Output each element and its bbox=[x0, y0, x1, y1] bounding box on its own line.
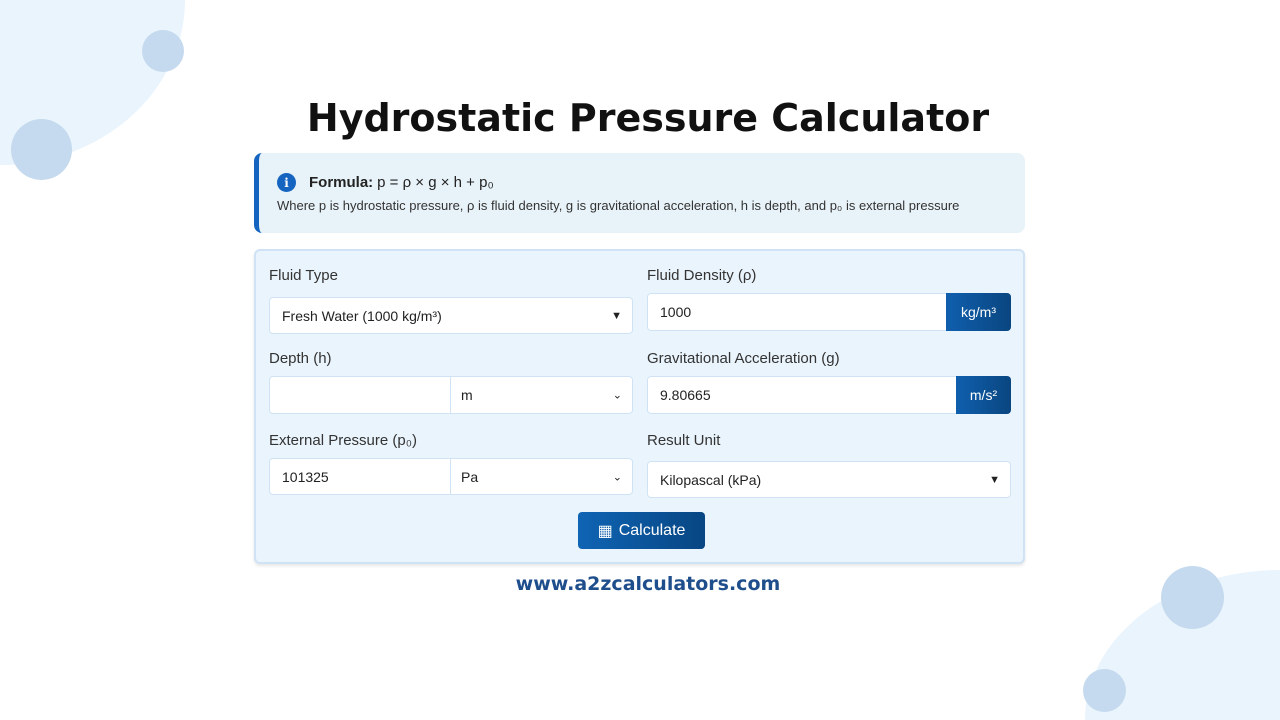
calculate-label: Calculate bbox=[618, 521, 686, 539]
result-unit-label: Result Unit bbox=[647, 432, 721, 449]
chevron-down-icon: ▼ bbox=[611, 309, 622, 322]
fluid-type-value: Fresh Water (1000 kg/m³) bbox=[282, 307, 442, 324]
website-link[interactable]: www.a2zcalculators.com bbox=[515, 573, 781, 595]
external-pressure-label: External Pressure (p₀) bbox=[269, 432, 417, 449]
chevron-down-icon: ⌄ bbox=[612, 389, 622, 402]
result-unit-select[interactable] bbox=[647, 461, 1011, 498]
calculator-icon: ▦ bbox=[597, 522, 613, 540]
decor-circle bbox=[142, 30, 184, 72]
depth-input[interactable] bbox=[270, 377, 450, 413]
external-pressure-input[interactable] bbox=[270, 459, 450, 494]
calculate-button[interactable] bbox=[578, 512, 705, 549]
info-icon: i bbox=[277, 173, 296, 192]
depth-unit-select[interactable] bbox=[450, 377, 632, 413]
density-unit-addon: kg/m³ bbox=[946, 293, 1011, 331]
gravity-input[interactable] bbox=[647, 376, 957, 414]
formula-description: Where p is hydrostatic pressure, ρ is fluid density, g is gravitational acceleration, h is depth, and p₀ is external pressure bbox=[277, 198, 960, 213]
result-unit-value: Kilopascal (kPa) bbox=[660, 471, 762, 488]
formula-label: Formula: bbox=[309, 174, 374, 191]
page-title: Hydrostatic Pressure Calculator bbox=[306, 96, 990, 140]
chevron-down-icon: ⌄ bbox=[612, 471, 622, 483]
formula-info-box bbox=[254, 153, 1025, 233]
external-pressure-group bbox=[269, 458, 633, 495]
density-value: 1000 bbox=[660, 304, 692, 320]
external-pressure-value: 101325 bbox=[282, 468, 329, 485]
density-label: Fluid Density (ρ) bbox=[647, 267, 757, 284]
external-unit-value: Pa bbox=[461, 468, 479, 485]
gravity-unit-addon: m/s² bbox=[956, 376, 1011, 414]
external-unit-select[interactable] bbox=[450, 459, 632, 494]
formula-text: p = ρ × g × h + p₀ bbox=[377, 174, 494, 191]
density-input[interactable] bbox=[647, 293, 947, 331]
depth-input-group bbox=[269, 376, 633, 414]
depth-label: Depth (h) bbox=[269, 350, 332, 367]
decor-circle bbox=[1083, 669, 1126, 712]
calculator-form bbox=[254, 249, 1025, 564]
gravity-label: Gravitational Acceleration (g) bbox=[647, 350, 840, 367]
gravity-value: 9.80665 bbox=[660, 387, 711, 403]
chevron-down-icon: ▼ bbox=[989, 473, 1000, 486]
depth-unit-value: m bbox=[461, 387, 473, 403]
fluid-type-label: Fluid Type bbox=[269, 267, 338, 284]
fluid-type-select[interactable] bbox=[269, 297, 633, 334]
